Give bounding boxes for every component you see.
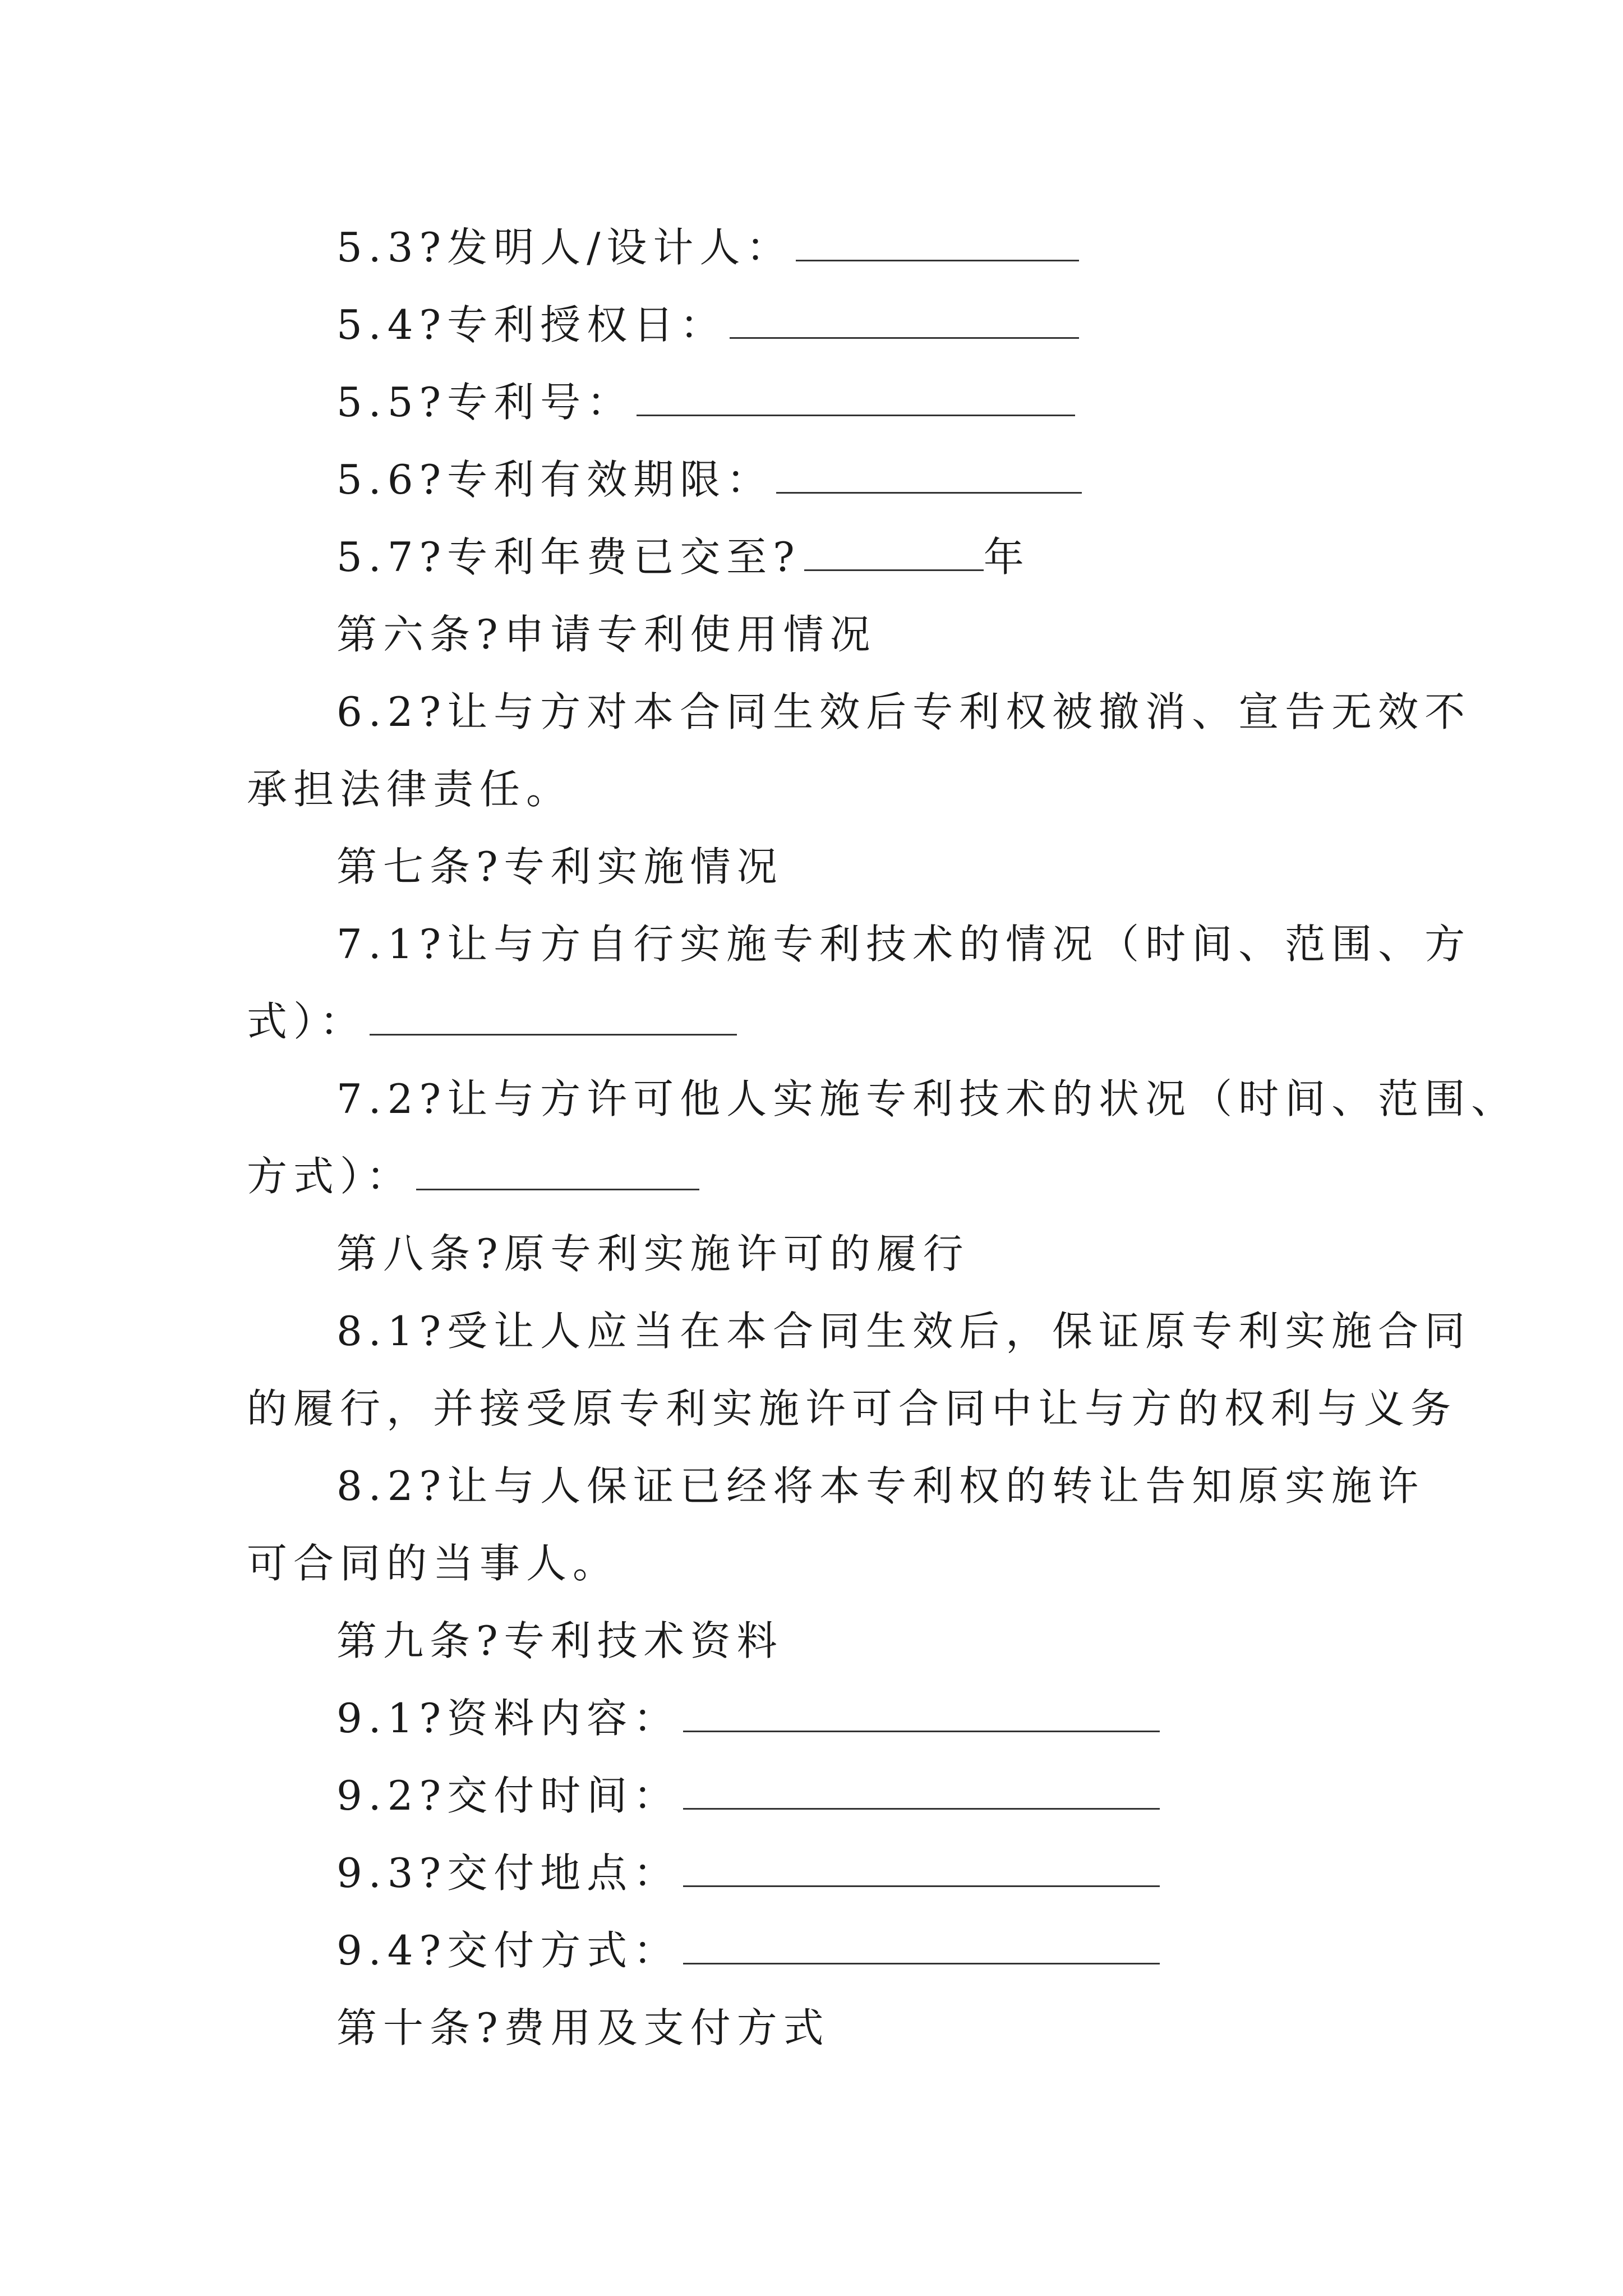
line-suffix: 年 [983,533,1030,581]
fill-in-blank [776,457,1082,494]
line-text: 7.1?让与方自行实施专利技术的情况（时间、范围、方 [336,921,1472,968]
section-heading [336,1228,970,1280]
text-line [247,1383,1457,1434]
line-text: 承担法律责任。 [247,766,573,813]
fill-in-blank [796,225,1079,261]
fill-in-blank [804,535,984,571]
fill-in-blank [637,380,1075,416]
text-line [247,763,573,815]
fill-in-blank [370,999,737,1036]
fill-in-blank [730,302,1079,339]
line-text: 方式）： [247,1153,413,1200]
text-line [247,1538,619,1589]
text-line [247,996,737,1047]
text-line [336,1925,1160,1976]
section-heading [336,841,783,892]
section-heading [336,609,877,660]
line-text: 第十条?费用及支付方式 [336,2004,830,2051]
line-text: 9.2?交付时间： [336,1772,680,1819]
line-text: 6.2?让与方对本合同生效后专利权被撤消、宣告无效不 [336,688,1472,735]
text-line [247,1151,699,1202]
text-line [336,686,1471,738]
section-heading [336,1615,783,1667]
line-text: 5.3?发明人/设计人： [336,224,793,271]
line-text: 9.4?交付方式： [336,1927,680,1974]
text-line [336,454,1082,505]
fill-in-blank [683,1696,1160,1732]
text-line [336,376,1075,428]
line-text: 8.1?受让人应当在本合同生效后，保证原专利实施合同 [336,1308,1472,1355]
line-text: 第六条?申请专利使用情况 [336,611,877,658]
line-text: 式）： [247,998,367,1045]
text-line [336,1460,1424,1512]
fill-in-blank [683,1773,1160,1810]
fill-in-blank [683,1928,1160,1964]
line-text: 第七条?专利实施情况 [336,843,783,890]
line-text: 可合同的当事人。 [247,1540,620,1587]
line-text: 9.1?资料内容： [336,1695,680,1742]
line-text: 9.3?交付地点： [336,1849,680,1897]
line-text: 5.4?专利授权日： [336,301,727,348]
text-line [336,1847,1160,1899]
fill-in-blank [416,1154,699,1190]
fill-in-blank [683,1851,1160,1887]
line-text: 7.2?让与方许可他人实施专利技术的状况（时间、范围、 [336,1075,1518,1122]
line-text: 第九条?专利技术资料 [336,1617,783,1664]
line-text: 5.5?专利号： [336,379,634,426]
line-text: 8.2?让与人保证已经将本专利权的转让告知原实施许 [336,1462,1425,1510]
line-text: 5.7?专利年费已交至? [336,533,801,581]
section-heading [336,2002,830,2054]
text-line [336,1073,1518,1125]
text-line [336,1692,1160,1744]
line-text: 第八条?原专利实施许可的履行 [336,1230,970,1277]
text-line [336,531,1030,583]
text-line [336,1770,1160,1821]
line-text: 的履行，并接受原专利实施许可合同中让与方的权利与义务 [247,1385,1458,1432]
text-line [336,1305,1471,1357]
text-line [336,918,1471,970]
line-text: 5.6?专利有效期限： [336,456,773,503]
text-line [336,299,1079,351]
text-line [336,222,1079,273]
